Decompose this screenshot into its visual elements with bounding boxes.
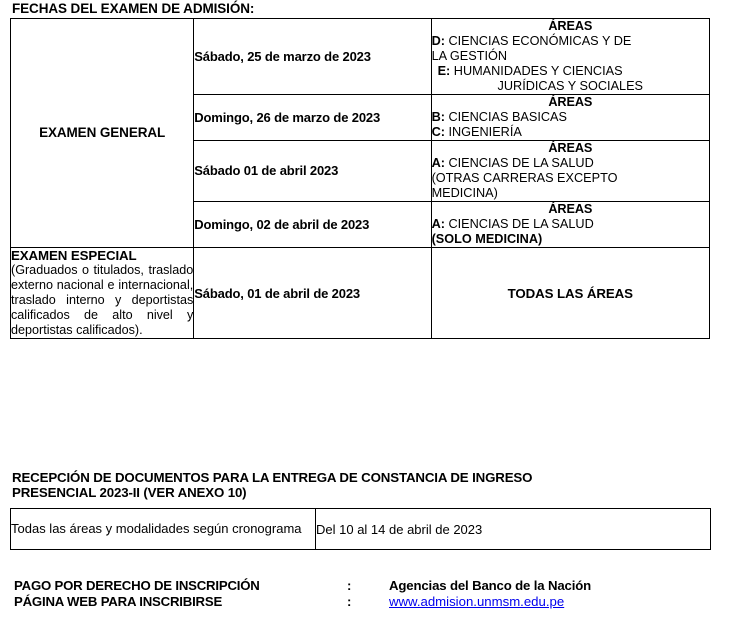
area-entry: [432, 171, 709, 186]
exam-type-general-label: EXAMEN GENERAL: [39, 125, 166, 141]
area-code: C:: [431, 124, 445, 139]
exam-date-cell: [194, 94, 431, 140]
area-text: CIENCIAS DE LA SALUD: [444, 155, 594, 170]
exam-areas-cell: [431, 247, 709, 339]
areas-heading: ÁREAS: [548, 201, 593, 216]
area-code: B:: [431, 109, 445, 124]
reception-heading: [12, 470, 712, 501]
area-text: (OTRAS CARRERAS EXCEPTO: [431, 170, 618, 185]
area-code: E:: [437, 63, 451, 78]
area-text: CIENCIAS BASICAS: [444, 109, 567, 124]
area-text: JURÍDICAS Y SOCIALES: [497, 78, 644, 93]
payment-value: Agencias del Banco de la Nación: [389, 578, 592, 593]
area-entry: [432, 217, 709, 232]
areas-heading: ÁREAS: [548, 19, 593, 33]
area-text: HUMANIDADES Y CIENCIAS: [450, 63, 623, 78]
exam-areas-cell: [431, 94, 709, 140]
website-link[interactable]: www.admision.unmsm.edu.pe: [389, 594, 565, 609]
table-row: [11, 509, 711, 550]
area-entry: [432, 232, 709, 247]
payment-colon: :: [347, 578, 352, 593]
exam-date-label: Sábado 01 de abril 2023: [194, 163, 339, 179]
exam-type-special-label: EXAMEN ESPECIAL: [11, 247, 137, 263]
area-code: A:: [431, 216, 445, 231]
area-text: LA GESTIÓN: [431, 48, 508, 63]
payment-label: PAGO POR DERECHO DE INSCRIPCIÓN: [14, 578, 260, 593]
area-code: A:: [431, 155, 445, 170]
exam-date-label: Domingo, 26 de marzo de 2023: [194, 109, 381, 125]
reception-heading-line1: RECEPCIÓN DE DOCUMENTOS PARA LA ENTREGA DE CONSTANCIA DE INGRESO: [12, 470, 533, 485]
exam-date-label: Domingo, 02 de abril de 2023: [194, 216, 370, 232]
area-entry: [432, 79, 709, 94]
exam-areas-cell: [431, 140, 709, 201]
reception-dates-cell: [316, 509, 711, 550]
footer-info: [0, 578, 735, 610]
page-title: FECHAS DEL EXAMEN DE ADMISIÓN:: [12, 1, 255, 16]
exam-type-special-description: (Graduados o titulados, traslado externo nacional e internacional, traslado interno y deportistas calificados de alto nivel y deportistas calificados).: [11, 262, 194, 338]
reception-heading-line2: PRESENCIAL 2023-II (VER ANEXO 10): [12, 485, 247, 501]
area-entry: [432, 125, 709, 140]
exam-date-cell: [194, 140, 431, 201]
exam-date-label: Sábado, 01 de abril de 2023: [194, 285, 360, 301]
reception-modality-label: Todas las áreas y modalidades según cronograma: [11, 521, 302, 537]
exam-areas-cell: [431, 201, 709, 247]
area-text: CIENCIAS ECONÓMICAS Y DE: [444, 33, 632, 48]
area-entry: [432, 64, 709, 79]
exam-dates-table: [10, 18, 710, 339]
area-entry: [432, 34, 709, 49]
exam-date-cell: [194, 247, 431, 339]
area-text: INGENIERÍA: [444, 124, 522, 139]
area-code: D:: [431, 33, 445, 48]
table-row: [11, 247, 710, 339]
exam-type-special-cell: [11, 247, 194, 339]
area-entry: [432, 110, 709, 125]
reception-table: [10, 508, 711, 550]
payment-row: [0, 578, 735, 594]
areas-heading: ÁREAS: [548, 140, 593, 155]
table-row: [11, 19, 710, 95]
areas-all-label: TODAS LAS ÁREAS: [507, 285, 633, 301]
website-row: [0, 594, 735, 610]
exam-date-label: Sábado, 25 de marzo de 2023: [194, 48, 371, 64]
area-entry: [432, 49, 709, 64]
area-text: CIENCIAS DE LA SALUD: [444, 216, 594, 231]
exam-type-general-cell: [11, 19, 194, 248]
areas-heading: ÁREAS: [548, 94, 593, 109]
exam-areas-cell: [431, 19, 709, 95]
exam-date-cell: [194, 201, 431, 247]
area-text: (SOLO MEDICINA): [431, 231, 543, 246]
reception-modality-cell: [11, 509, 316, 550]
reception-dates-label: Del 10 al 14 de abril de 2023: [316, 521, 483, 537]
website-label: PÁGINA WEB PARA INSCRIBIRSE: [14, 594, 223, 609]
area-entry: [432, 156, 709, 171]
website-colon: :: [347, 594, 352, 609]
exam-date-cell: [194, 19, 431, 95]
area-text: MEDICINA): [431, 185, 498, 200]
area-entry: [432, 186, 709, 201]
